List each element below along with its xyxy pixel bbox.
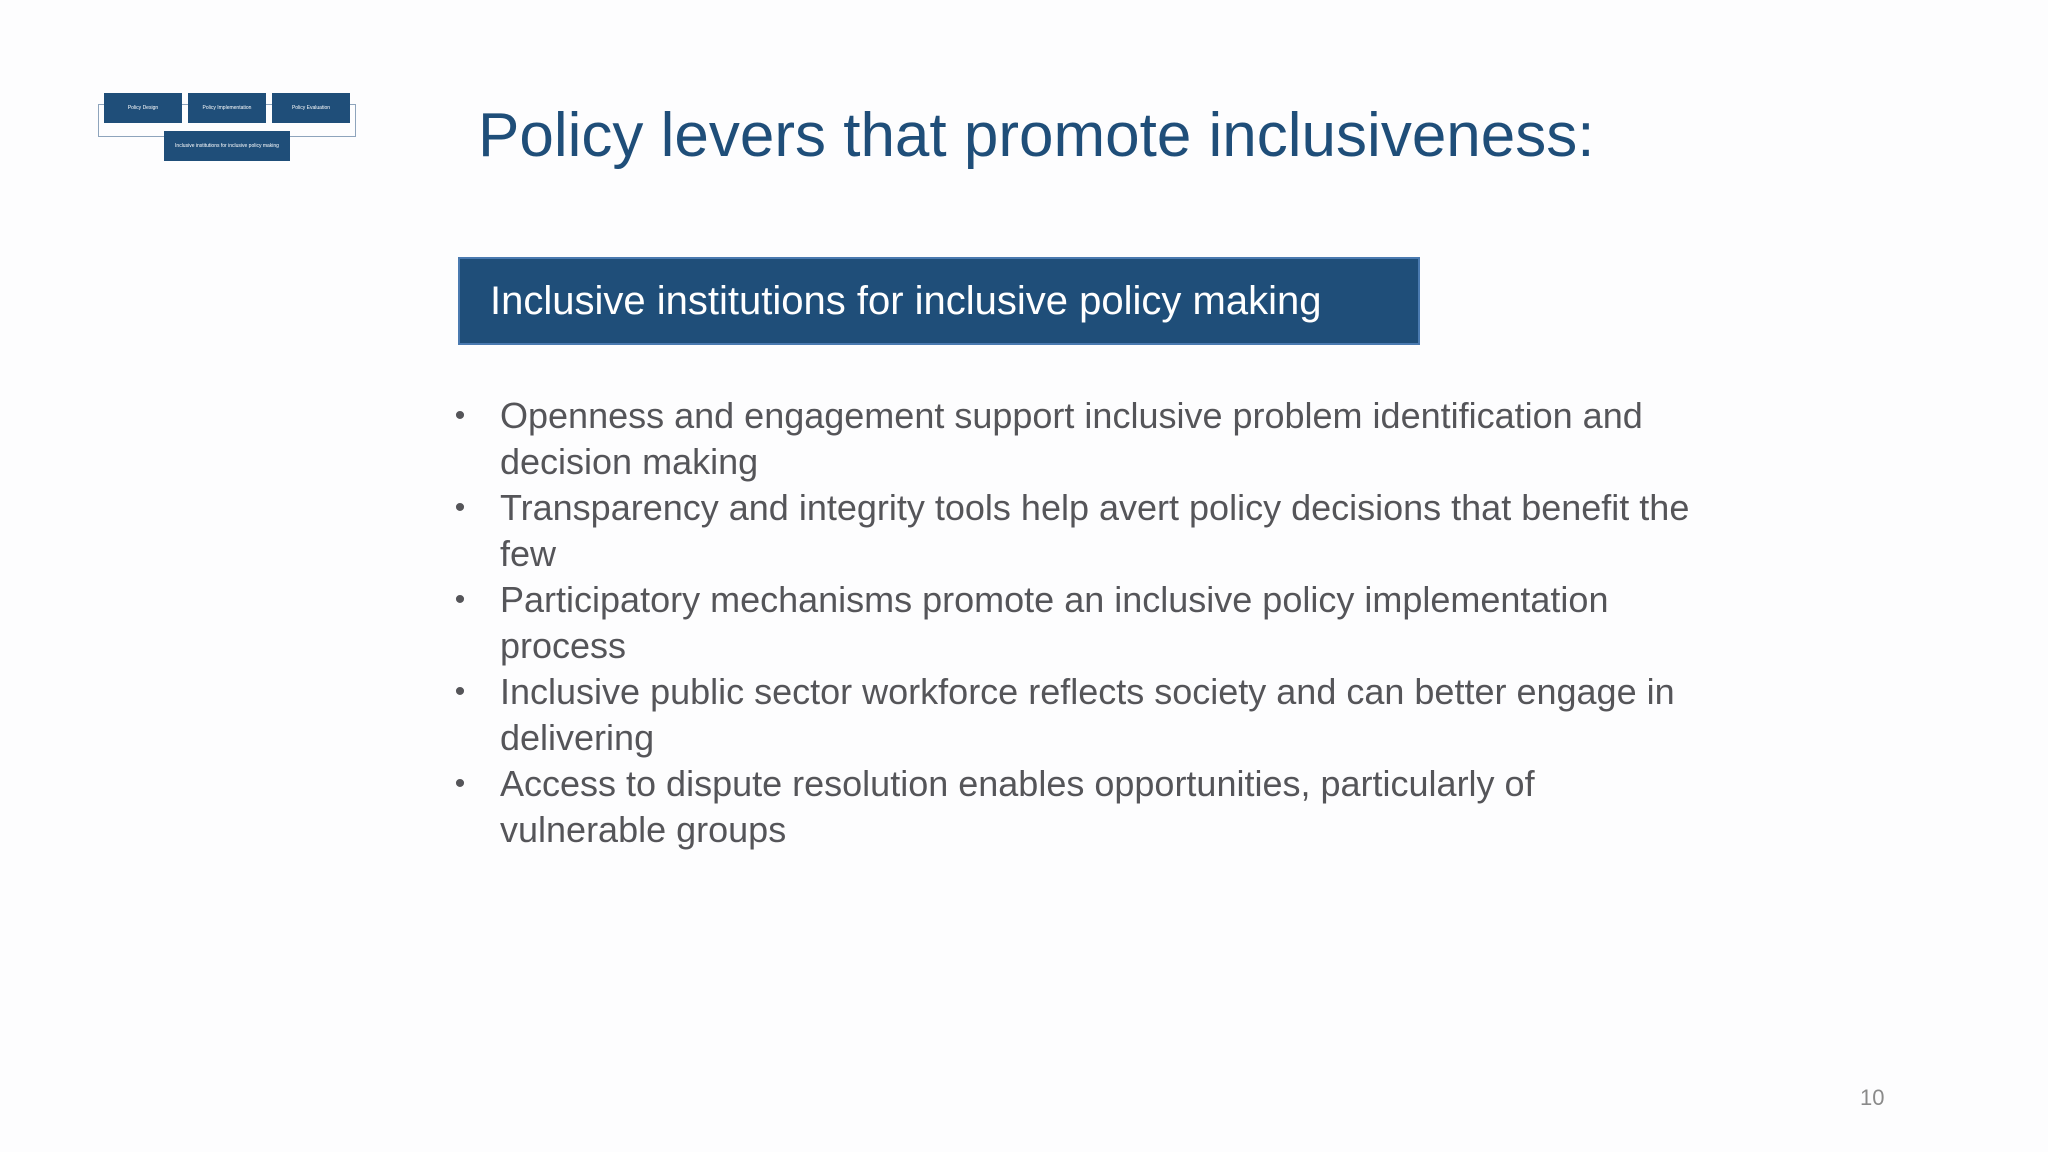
bullet-text: Participatory mechanisms promote an inclusive policy implementation process [500,579,1609,666]
bullet-text: Transparency and integrity tools help avert policy decisions that benefit the few [500,487,1690,574]
mini-box-policy-evaluation: Policy Evaluation [272,93,350,123]
bullet-item [448,485,1700,577]
mini-box-policy-design: Policy Design [104,93,182,123]
bullet-item [448,577,1700,669]
bullet-item [448,669,1700,761]
bullet-glyph: • [454,491,466,524]
bullet-glyph: • [454,583,466,616]
slide-title: Policy levers that promote inclusiveness: [478,101,1595,170]
bullet-list [448,393,1748,853]
section-banner-text: Inclusive institutions for inclusive policy making [490,279,1322,323]
bullet-item [448,393,1700,485]
page-number: 10 [1860,1085,1885,1110]
section-banner [458,257,1420,345]
mini-box-policy-implementation: Policy Implementation [188,93,266,123]
mini-navigation-diagram [98,90,358,165]
bullet-item [448,761,1700,853]
bullet-text: Openness and engagement support inclusive problem identification and decision making [500,395,1643,482]
bullet-text: Inclusive public sector workforce reflects society and can better engage in delivering [500,671,1675,758]
mini-box-inclusive-institutions: Inclusive institutions for inclusive policy making [164,131,290,161]
bullet-glyph: • [454,767,466,800]
bullet-glyph: • [454,675,466,708]
bullet-text: Access to dispute resolution enables opportunities, particularly of vulnerable groups [500,763,1535,850]
bullet-glyph: • [454,399,466,432]
